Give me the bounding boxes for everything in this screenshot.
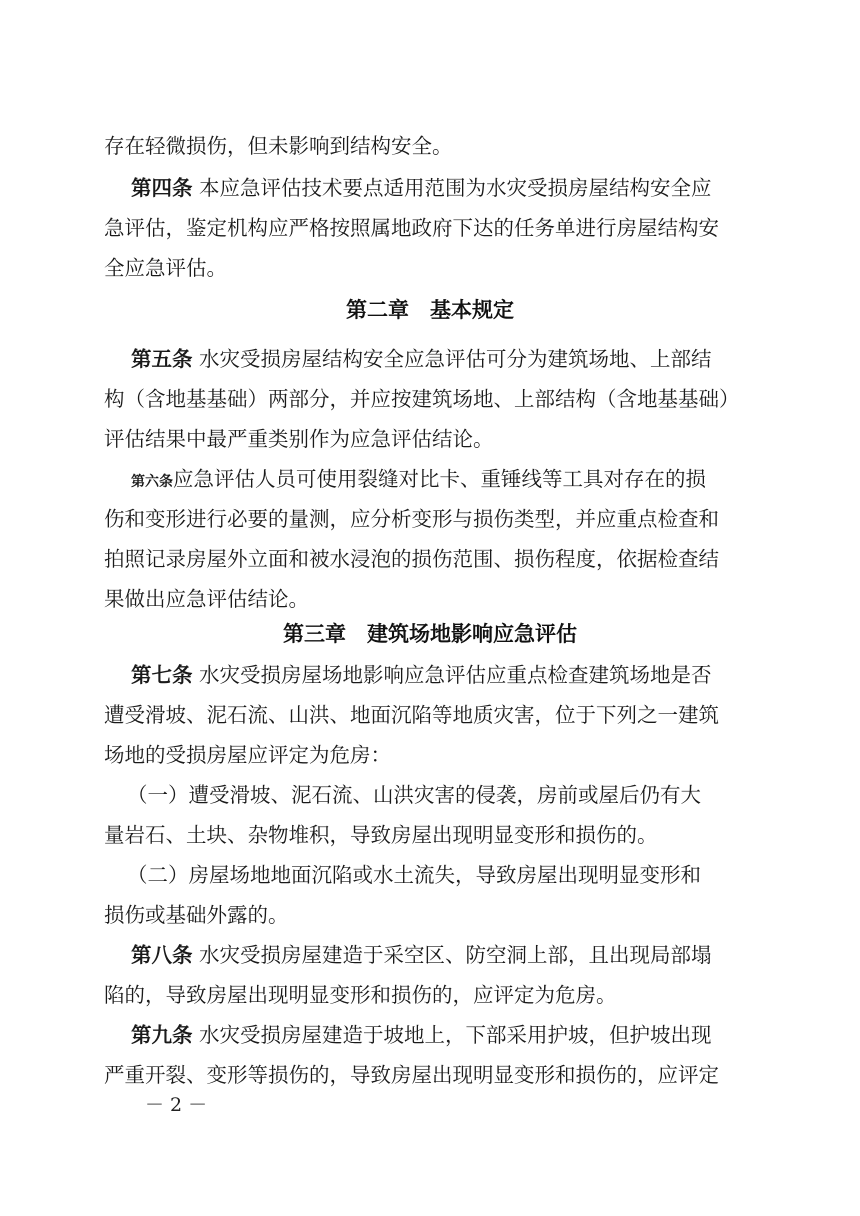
article-8-label: 第八条 [131, 943, 193, 967]
chapter-3-heading: 第三章 建筑场地影响应急评估 [283, 622, 577, 646]
text-line: 陷的，导致房屋出现明显变形和损伤的，应评定为危房。 [104, 983, 617, 1007]
article-9-line: 第九条 水灾受损房屋建造于坡地上，下部采用护坡，但护坡出现 [131, 1023, 712, 1047]
list-item-1: （一）遭受滑坡、泥石流、山洪灾害的侵袭，房前或屋后仍有大 [127, 783, 701, 807]
article-5-label: 第五条 [131, 347, 193, 371]
text-line: 全应急评估。 [104, 256, 227, 280]
article-6-line: 第六条应急评估人员可使用裂缝对比卡、重锤线等工具对存在的损 [131, 467, 706, 491]
text-line: 存在轻微损伤，但未影响到结构安全。 [104, 134, 453, 158]
article-9-label: 第九条 [131, 1023, 193, 1047]
article-7-label: 第七条 [131, 663, 193, 687]
page-number: － 2 － [145, 1094, 208, 1116]
article-4-line: 第四条 本应急评估技术要点适用范围为水灾受损房屋结构安全应 [131, 176, 712, 200]
article-5-line: 第五条 水灾受损房屋结构安全应急评估可分为建筑场地、上部结 [131, 347, 712, 371]
text-line: 构（含地基基础）两部分，并应按建筑场地、上部结构（含地基基础） [104, 387, 740, 411]
text-line: 场地的受损房屋应评定为危房： [104, 743, 391, 767]
article-6-label: 第六条 [131, 474, 173, 490]
article-8-line: 第八条 水灾受损房屋建造于采空区、防空洞上部，且出现局部塌 [131, 943, 712, 967]
text-line: 伤和变形进行必要的量测，应分析变形与损伤类型，并应重点检查和 [104, 507, 719, 531]
article-7-line: 第七条 水灾受损房屋场地影响应急评估应重点检查建筑场地是否 [131, 663, 712, 687]
text-line: 遭受滑坡、泥石流、山洪、地面沉陷等地质灾害，位于下列之一建筑 [104, 703, 719, 727]
list-item-2: （二）房屋场地地面沉陷或水土流失，导致房屋出现明显变形和 [127, 863, 701, 887]
text-line: 评估结果中最严重类别作为应急评估结论。 [104, 427, 494, 451]
text-line: 量岩石、土块、杂物堆积，导致房屋出现明显变形和损伤的。 [104, 823, 658, 847]
chapter-2-heading: 第二章 基本规定 [346, 298, 514, 322]
text-line: 严重开裂、变形等损伤的，导致房屋出现明显变形和损伤的，应评定 [104, 1063, 719, 1087]
text-line: 损伤或基础外露的。 [104, 903, 289, 927]
text-line: 果做出应急评估结论。 [104, 587, 309, 611]
article-4-label: 第四条 [131, 176, 193, 200]
text-line: 拍照记录房屋外立面和被水浸泡的损伤范围、损伤程度，依据检查结 [104, 547, 719, 571]
text-line: 急评估，鉴定机构应严格按照属地政府下达的任务单进行房屋结构安 [104, 216, 719, 240]
